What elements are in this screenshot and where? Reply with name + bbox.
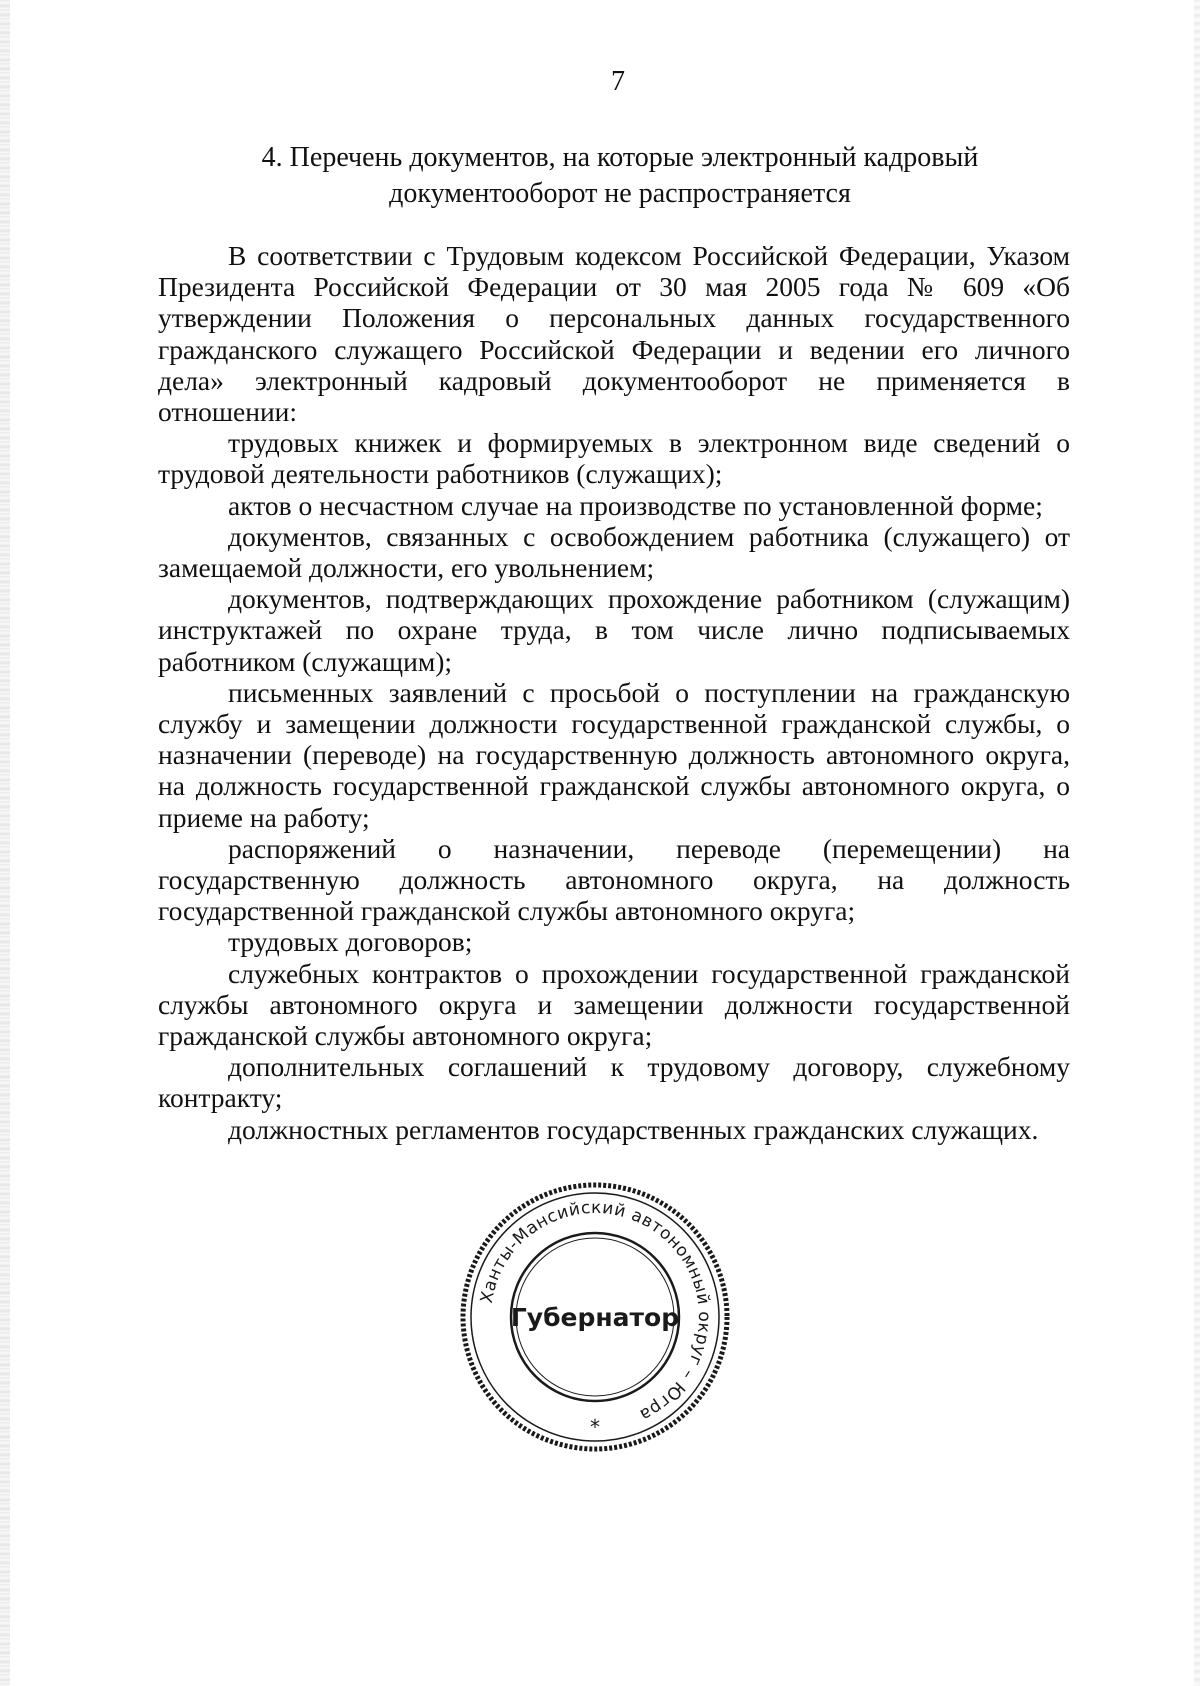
list-item: должностных регламентов государственных гражданских служащих. bbox=[228, 1113, 1039, 1145]
section-heading-line-2: документооборот не распространяется bbox=[389, 178, 851, 209]
intro-paragraph: В соответствии с Трудовым кодексом Российской Федерации, Указом Президента Российской Федерации от 30 мая 2005 года № 609 «Об утверждении Положения о персональных данных государственного гражданского служащего Российской Федерации и ведении его личного дела» электронный кадровый документооборот не применяется в отношении: bbox=[158, 240, 1070, 428]
list-item: служебных контрактов о прохождении государственной гражданской службы автономного округа и замещении должности государственной гражданской службы автономного округа; bbox=[158, 957, 1070, 1052]
seal-center-text: Губернатор bbox=[510, 1303, 680, 1332]
section-heading bbox=[160, 140, 1080, 212]
document-body bbox=[158, 240, 1070, 1145]
scan-left-edge bbox=[0, 0, 10, 1686]
list-item: распоряжений о назначении, переводе (перемещении) на государственную должность автономного округа, на должность государственной гражданской службы автономного округа; bbox=[158, 832, 1070, 927]
seal-star-icon: * bbox=[590, 1415, 600, 1439]
list-item: документов, связанных с освобождением работника (служащего) от замещаемой должности, его увольнением; bbox=[158, 520, 1070, 584]
list-item: письменных заявлений с просьбой о поступлении на гражданскую службу и замещении должности государственной гражданской службы, о назначении (переводе) на государственную должность автономного округа, на должность государственной гражданской службы автономного округа, о приеме на работу; bbox=[158, 676, 1070, 833]
list-item: трудовых книжек и формируемых в электронном виде сведений о трудовой деятельности работников (служащих); bbox=[158, 427, 1070, 490]
list-item: трудовых договоров; bbox=[228, 926, 473, 958]
seal-ring-text-path: Ханты-Мансийский автономный округ – Югра bbox=[476, 1197, 715, 1426]
list-item: документов, подтверждающих прохождение работником (служащим) инструктажей по охране труда, в том числе лично подписываемых работником (служащим); bbox=[158, 583, 1070, 677]
scan-right-edge bbox=[1194, 0, 1200, 1686]
list-item: дополнительных соглашений к трудовому договору, служебному контракту; bbox=[158, 1051, 1070, 1114]
page-number: 7 bbox=[611, 66, 625, 97]
list-item: актов о несчастном случае на производстве по установленной форме; bbox=[228, 489, 1043, 521]
section-heading-line-1: 4. Перечень документов, на которые электронный кадровый bbox=[261, 142, 979, 173]
governor-seal-stamp bbox=[455, 1177, 735, 1457]
